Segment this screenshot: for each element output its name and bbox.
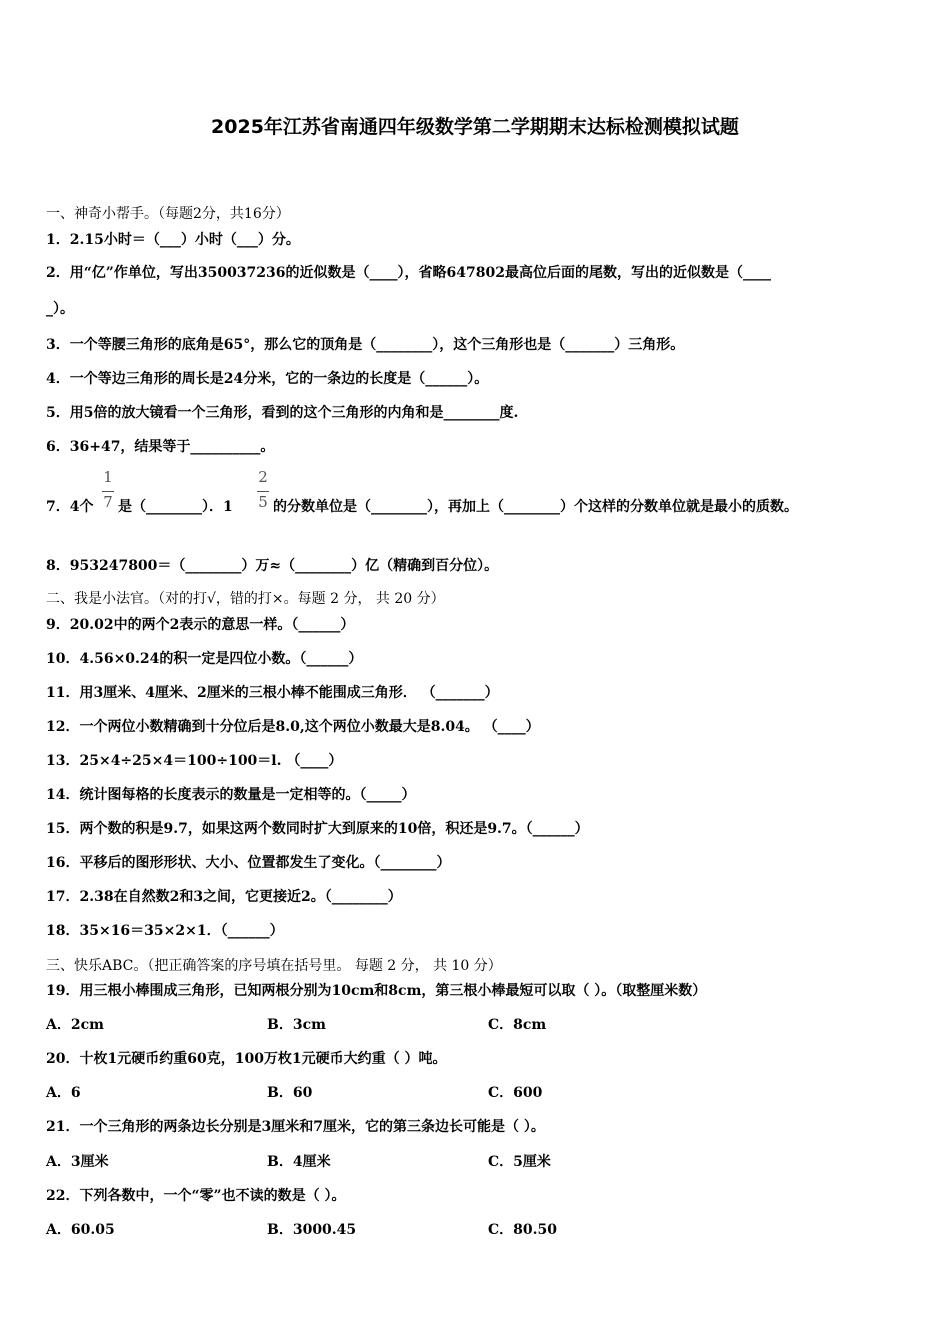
question-4: 4．一个等边三角形的周长是24分米，它的一条边的长度是（______）。: [46, 371, 489, 387]
question-2: 2．用“亿”作单位，写出350037236的近似数是（____），省略647802最高位后面的尾数，写出的近似数是（____: [46, 265, 771, 281]
question-1: 1．2.15小时＝（___）小时（___）分。: [46, 232, 300, 248]
question-19: 19．用三根小棒围成三角形，已知两根分别为10cm和8cm，第三根小棒最短可以取（ ）。（取整厘米数）: [46, 983, 707, 999]
q22-option-c: C．80.50: [488, 1222, 557, 1238]
question-2-continued: _）。: [46, 301, 74, 317]
q7-fraction-2-numerator: 2: [258, 468, 268, 486]
q7-fraction-1-numerator: 1: [103, 468, 113, 486]
question-14: 14．统计图每格的长度表示的数量是一定相等的。（_____）: [46, 787, 416, 803]
q7-fraction-1-bar: [102, 491, 114, 492]
question-13: 13．25×4÷25×4＝100÷100＝l. （____）: [46, 753, 343, 769]
q20-option-b: B．60: [267, 1085, 313, 1101]
question-3: 3．一个等腰三角形的底角是65°，那么它的顶角是（________），这个三角形也是（_______）三角形。: [46, 337, 685, 353]
q22-option-b: B．3000.45: [267, 1222, 357, 1238]
question-11: 11．用3厘米、4厘米、2厘米的三根小棒不能围成三角形． （_______）: [46, 685, 499, 701]
question-7-middle: 是（________）．1: [118, 499, 233, 515]
question-6: 6．36+47，结果等于__________。: [46, 439, 275, 455]
question-22: 22．下列各数中，一个“零”也不读的数是（ ）。: [46, 1188, 346, 1204]
q19-option-c: C．8cm: [488, 1017, 547, 1033]
question-15: 15．两个数的积是9.7，如果这两个数同时扩大到原来的10倍，积还是9.7。（______）: [46, 821, 589, 837]
q7-fraction-2-denominator: 5: [258, 493, 268, 511]
question-8: 8．953247800＝（________）万≈（________）亿（精确到百分位）。: [46, 558, 499, 574]
page-title: 2025年江苏省南通四年级数学第二学期期末达标检测模拟试题: [211, 116, 739, 138]
q21-option-b: B．4厘米: [267, 1154, 331, 1170]
question-17: 17．2.38在自然数2和3之间，它更接近2。（________）: [46, 889, 402, 905]
question-16: 16．平移后的图形形状、大小、位置都发生了变化。（________）: [46, 855, 451, 871]
q19-option-a: A．2cm: [46, 1017, 104, 1033]
section-2-heading: 二、我是小法官。（对的打√，错的打×。每题 2 分， 共 20 分）: [46, 591, 445, 607]
q20-option-c: C．600: [488, 1085, 543, 1101]
question-9: 9．20.02中的两个2表示的意思一样。（______）: [46, 617, 355, 633]
question-7-suffix: 的分数单位是（________），再加上（________）个这样的分数单位就是最小的质数。: [273, 499, 798, 515]
question-5: 5．用5倍的放大镜看一个三角形，看到的这个三角形的内角和是________度.: [46, 405, 519, 421]
q7-fraction-1-denominator: 7: [103, 493, 113, 511]
question-21: 21．一个三角形的两条边长分别是3厘米和7厘米，它的第三条边长可能是（ ）。: [46, 1119, 545, 1135]
question-20: 20．十枚1元硬币约重60克，100万枚1元硬币大约重（ ）吨。: [46, 1051, 447, 1067]
q19-option-b: B．3cm: [267, 1017, 326, 1033]
question-7-prefix: 7．4个: [46, 499, 94, 515]
question-10: 10．4.56×0.24的积一定是四位小数。（______）: [46, 651, 363, 667]
section-3-heading: 三、快乐ABC。（把正确答案的序号填在括号里。 每题 2 分， 共 10 分）: [46, 958, 502, 974]
q22-option-a: A．60.05: [46, 1222, 115, 1238]
question-18: 18．35×16＝35×2×1．（______）: [46, 923, 284, 939]
q21-option-c: C．5厘米: [488, 1154, 551, 1170]
section-1-heading: 一、神奇小帮手。（每题2分，共16分）: [46, 206, 290, 222]
q7-fraction-2-bar: [257, 491, 269, 492]
question-12: 12．一个两位小数精确到十分位后是8.0,这个两位小数最大是8.04。 （____）: [46, 719, 540, 735]
q21-option-a: A．3厘米: [46, 1154, 109, 1170]
q20-option-a: A．6: [46, 1085, 81, 1101]
